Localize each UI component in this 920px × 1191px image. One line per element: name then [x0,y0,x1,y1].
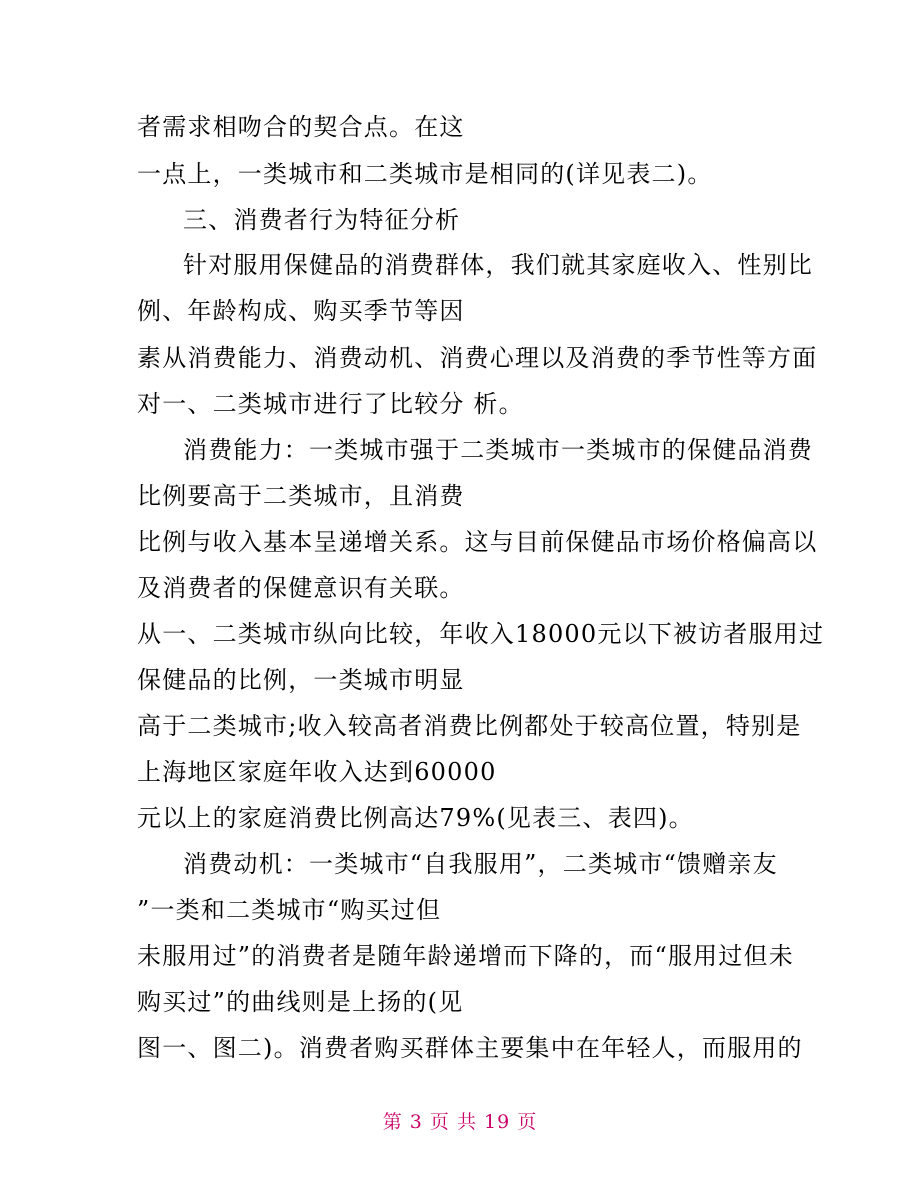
text-line: ”一类和二类城市“购买过但 [137,896,442,924]
text-line: 消费动机：一类城市“自我服用”，二类城市“馈赠亲友 [183,850,778,878]
text-line: 素从消费能力、消费动机、消费心理以及消费的季节性等方面 [137,344,818,372]
text-line: 例、年龄构成、购买季节等因 [137,297,465,325]
text-line: 者需求相吻合的契合点。在这 [137,113,465,141]
text-line: 比例要高于二类城市，且消费 [137,482,465,510]
text-line: 图一、图二)。消费者购买群体主要集中在年轻人，而服用的 [137,1034,803,1062]
section-heading: 三、消费者行为特征分析 [183,206,461,234]
text-line: 从一、二类城市纵向比较，年收入18000元以下被访者服用过 [137,620,825,648]
text-line: 高于二类城市;收入较高者消费比例都处于较高位置，特别是 [137,712,802,740]
text-line: 消费能力：一类城市强于二类城市一类城市的保健品消费 [183,436,813,464]
text-line: 未服用过”的消费者是随年龄递增而下降的，而“服用过但未 [137,942,794,970]
text-line: 元以上的家庭消费比例高达79%(见表三、表四)。 [137,804,694,832]
text-line: 对一、二类城市进行了比较分 析。 [137,390,524,418]
text-line: 购买过”的曲线则是上扬的(见 [137,988,464,1016]
page-number-footer: 第 3 页 共 19 页 [382,1111,538,1133]
text-line: 上海地区家庭年收入达到60000 [137,758,497,786]
text-line: 比例与收入基本呈递增关系。这与目前保健品市场价格偏高以 [137,528,818,556]
text-line: 针对服用保健品的消费群体，我们就其家庭收入、性别比 [183,251,813,279]
text-line: 及消费者的保健意识有关联。 [137,574,465,602]
text-line: 一点上，一类城市和二类城市是相同的(详见表二)。 [137,160,713,188]
text-line: 保健品的比例，一类城市明显 [137,666,465,694]
